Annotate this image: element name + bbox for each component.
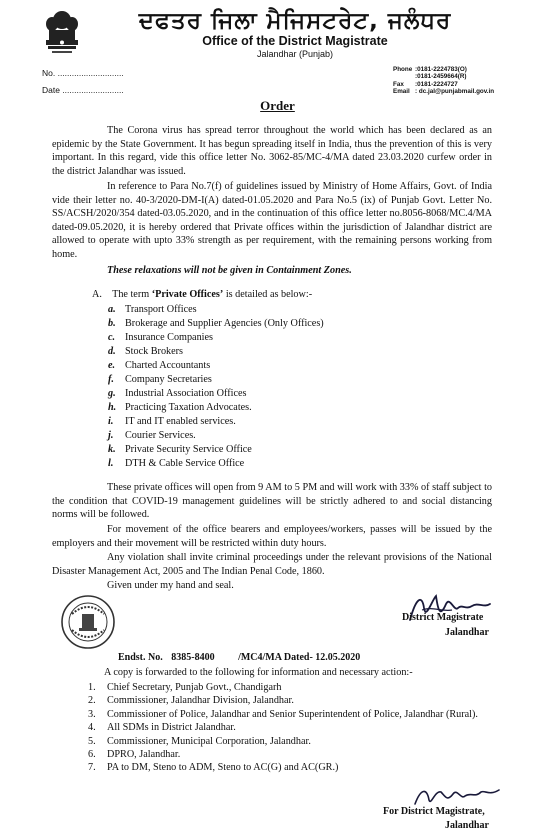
- paragraph-intro: The Corona virus has spread terror throughout the world which has been declared as an epidemic by the State Government. It has begun spreading itself in India, thus the prevention of this is very important. In this regard, vide this office letter No. 3062-85/MC-4/MA dated 23.03.2020 curfew order in the district Jalandhar was issued.: [52, 125, 492, 177]
- list-item: c. Insurance Companies: [108, 332, 213, 343]
- office-title: Office of the District Magistrate: [202, 34, 388, 48]
- office-location: Jalandhar (Punjab): [256, 49, 334, 59]
- list-item: f. Company Secretaries: [108, 374, 212, 385]
- paragraph-violation: Any violation shall invite criminal proceedings under the relevant provisions of the National Disaster Management Act, 2005 and The Indian Penal Code, 1860.: [52, 552, 492, 577]
- paragraph-given-under: Given under my hand and seal.: [107, 580, 234, 591]
- list-item: 2. Commissioner, Jalandhar Division, Jalandhar.: [88, 695, 294, 707]
- contact-line: Phone :0181-2224783(O): [393, 66, 467, 73]
- letter-date-field: Date ..........................: [42, 85, 124, 95]
- list-item: g. Industrial Association Offices: [108, 388, 247, 399]
- signatory-location: Jalandhar: [445, 820, 489, 831]
- official-seal-stamp: [60, 594, 116, 650]
- list-item: 6. DPRO, Jalandhar.: [88, 749, 181, 761]
- list-item: l. DTH & Cable Service Office: [108, 458, 245, 469]
- private-offices-list: [108, 303, 324, 471]
- list-item: d. Stock Brokers: [108, 346, 184, 357]
- contact-line: Email : dc.jal@punjabmail.gov.in: [393, 87, 495, 95]
- office-title-punjabi: ਦਫਤਰ ਜਿਲਾ ਮੈਜਿਸਟਰੇਟ, ਜਲੰਧਰ: [138, 8, 452, 34]
- contact-line: :0181-2459664(R): [415, 73, 467, 81]
- list-item: k. Private Security Service Office: [108, 444, 252, 455]
- copy-recipients-list: [88, 681, 492, 775]
- private-offices-term: ‘Private Offices’: [151, 289, 224, 300]
- order-heading: Order: [260, 98, 295, 113]
- paragraph-reference: In reference to Para No.7(f) of guidelines issued by Ministry of Home Affairs, Govt. of India vide their letter no. 40-3/2020-DM-I(A) dated-01.05.2020 and Para No.5 (ix) of Punjab Govt. Letter No. SS/ACSH/2020/354 dated-03.05.2020, and in the continuation of this office letter no.8056-8068/MC.4/MA dated-09.05.2020, it is hereby ordered that Private offices within the jurisdiction of Jalandhar district are allowed to operate with upto 33% strength as per requirement, with the remaining persons working from home.: [52, 181, 492, 260]
- signatory-title: District Magistrate: [402, 612, 484, 623]
- list-item: 7. PA to DM, Steno to ADM, Steno to AC(G) and AC(GR.): [88, 762, 339, 774]
- list-item: e. Charted Accountants: [108, 360, 211, 371]
- signatory-title: For District Magistrate,: [383, 806, 485, 817]
- list-item: a. Transport Offices: [108, 304, 197, 315]
- endorsement-line: Endst. No. 8385-8400 /MC4/MA Dated- 12.05.2020: [118, 652, 361, 663]
- list-item: 4. All SDMs in District Jalandhar.: [88, 722, 236, 734]
- list-item: h. Practicing Taxation Advocates.: [108, 402, 252, 413]
- contact-block: [393, 66, 494, 95]
- list-item: i. IT and IT enabled services.: [108, 416, 236, 427]
- paragraph-timings: These private offices will open from 9 AM to 5 PM and will work with 33% of staff subject to the condition that COVID-19 management guidelines will be strictly adhered to and social distancing norms will be followed.: [52, 482, 492, 521]
- paragraph-passes: For movement of the office bearers and employees/workers, passes will be issued by the employers and their movement will be restricted within duty hours.: [52, 524, 492, 549]
- list-item: 5. Commissioner, Municipal Corporation, Jalandhar.: [88, 735, 311, 747]
- contact-line: Fax :0181-2224727: [393, 80, 458, 88]
- list-item: b. Brokerage and Supplier Agencies (Only Offices): [108, 318, 324, 329]
- letter-number-field: No. ............................: [42, 68, 124, 78]
- signatory-location: Jalandhar: [445, 627, 489, 638]
- copy-forward-text: A copy is forwarded to the following for information and necessary action:-: [104, 667, 413, 678]
- list-item: 1. Chief Secretary, Punjab Govt., Chandigarh: [88, 682, 282, 693]
- state-emblem-icon: [40, 8, 84, 60]
- section-a-heading: A. The term ‘Private Offices’ is detailed as below:-: [92, 289, 313, 300]
- list-item: 3. Commissioner of Police, Jalandhar and Senior Superintendent of Police, Jalandhar (Rural).: [88, 708, 478, 720]
- paragraph-containment-note: These relaxations will not be given in Containment Zones.: [107, 265, 352, 276]
- list-item: j. Courier Services.: [108, 430, 196, 441]
